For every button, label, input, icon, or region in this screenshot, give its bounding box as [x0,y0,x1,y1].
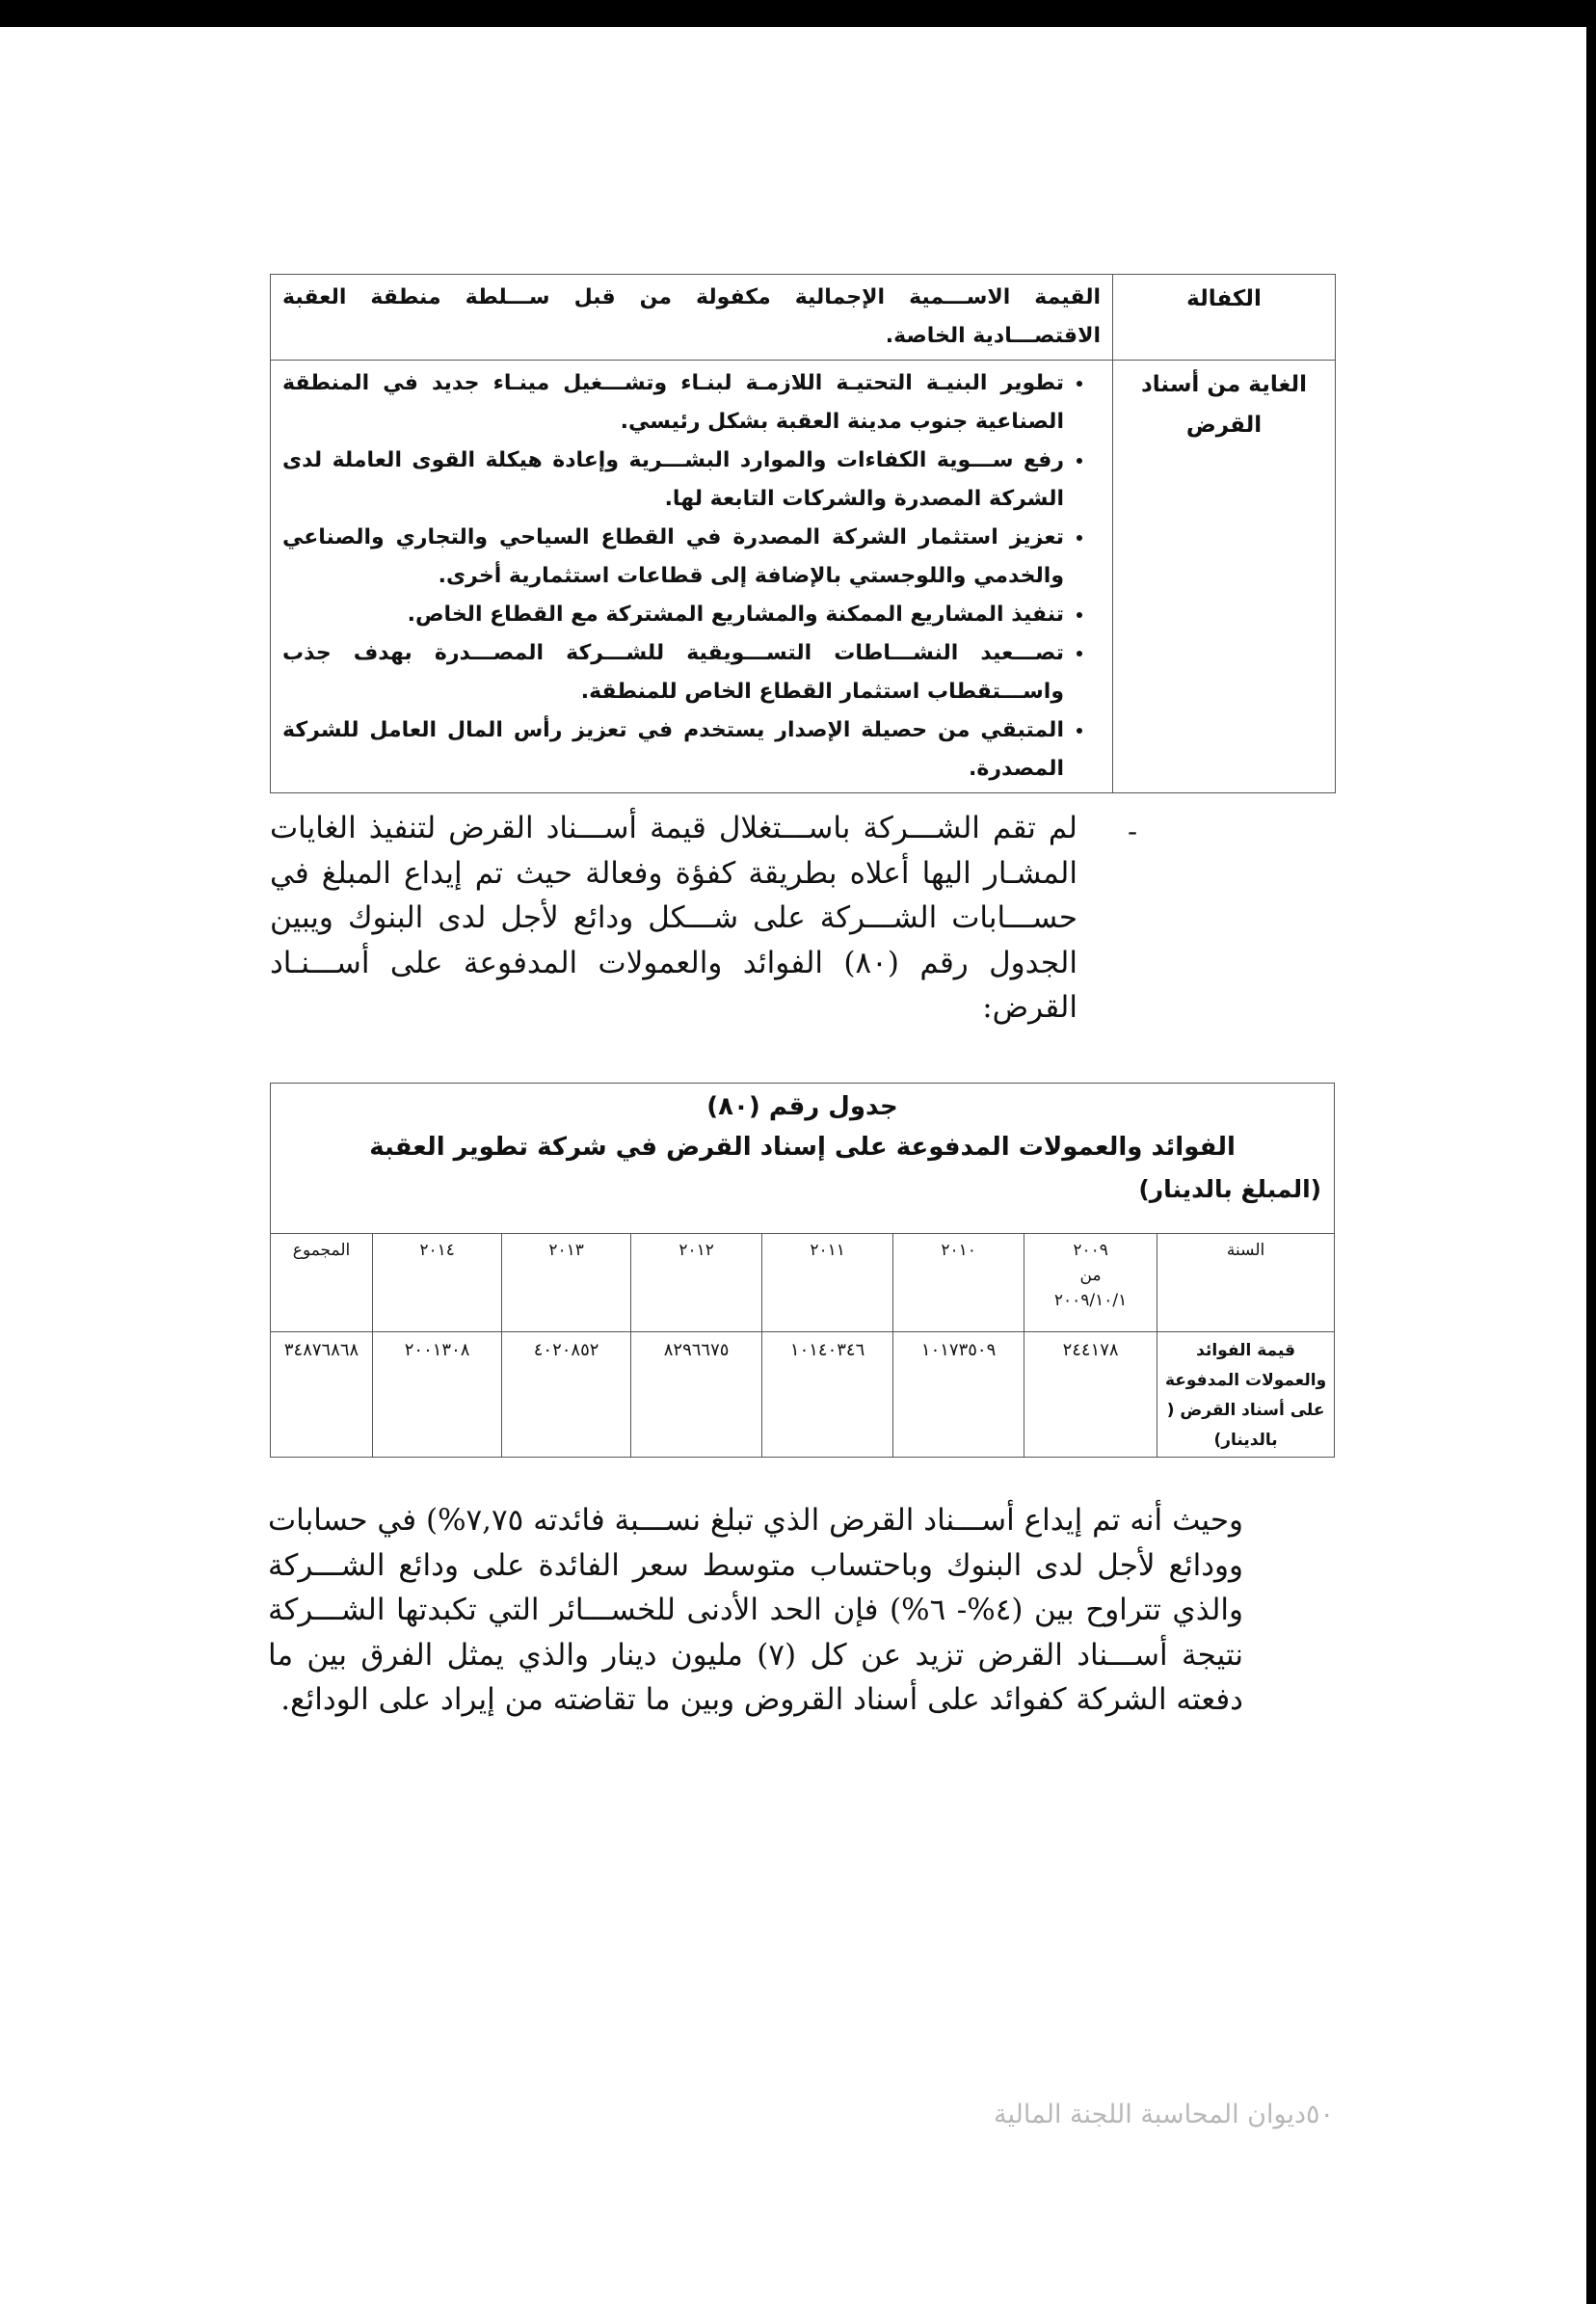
footer-text: ديوان المحاسبة اللجنة المالية [994,2100,1306,2130]
guarantee-label: الكفالة [1113,275,1336,361]
header-2009-from: من [1079,1266,1102,1285]
value-2009: ٢٤٤١٧٨ [1024,1332,1157,1458]
header-2012: ٢٠١٢ [631,1234,762,1332]
table-row [271,1332,1335,1458]
scan-right-edge [1586,0,1596,2304]
paragraph-dash: - [1128,816,1138,847]
table-unit: (المبلغ بالدينار) [1138,1175,1322,1203]
list-item: • رفع ســـوية الكفاءات والموارد البشـــرية وإعادة هيكلة القوى العاملة لدى الشركة المصدرة والشركات التابعة لها. [282,442,1064,519]
value-2014: ٢٠٠١٣٠٨ [373,1332,502,1458]
page-footer [827,2100,1334,2130]
table-subtitle: الفوائد والعمولات المدفوعة على إسناد القرض في شركة تطوير العقبة [369,1133,1236,1162]
page-number: ٥٠ [1305,2100,1334,2130]
paragraph-losses: وحيث أنه تم إيداع أســـناد القرض الذي تبلغ نســـبة فائدته ٧,٧٥%) في حسابات وودائع لأجل لدى البنوك وباحتساب متوسط سعر الفائدة على ودائع الشـــركة والذي تتراوح بين (٤%- ٦%) فإن الحد الأدنى للخســـائر التي تكبدتها الشـــركة نتيجة أســـناد القرض تزيد عن كل (٧) مليون دينار والذي يمثل الفرق بين ما دفعته الشركة كفوائد على أسناد القروض وبين ما تقاضته من إيراد على الودائع. [268,1503,1243,1717]
value-2010: ١٠١٧٣٥٠٩ [893,1332,1024,1458]
header-2011: ٢٠١١ [762,1234,893,1332]
value-2012: ٨٢٩٦٦٧٥ [631,1332,762,1458]
table-row [271,361,1336,793]
table-row [271,275,1336,361]
row-label-interest: قيمة الفوائد والعمولات المدفوعة على أسناد القرض ( بالدينار) [1157,1332,1335,1458]
header-2013: ٢٠١٣ [502,1234,631,1332]
header-2009-date: ٢٠٠٩/١٠/١ [1053,1291,1128,1310]
list-item: • تنفيذ المشاريع الممكنة والمشاريع المشتركة مع القطاع الخاص. [282,596,1064,634]
table-header-row [271,1234,1335,1332]
guarantee-text: القيمة الاســـمية الإجمالية مكفولة من قبل ســـلطة منطقة العقبة الاقتصـــادية الخاصة. [271,275,1113,361]
header-year: السنة [1157,1234,1335,1332]
loan-terms-table [270,274,1336,793]
header-2014: ٢٠١٤ [373,1234,502,1332]
header-2009-year: ٢٠٠٩ [1073,1241,1108,1260]
header-total: المجموع [271,1234,373,1332]
loan-purpose-list [282,364,1101,789]
value-2011: ١٠١٤٠٣٤٦ [762,1332,893,1458]
loan-purpose-label: الغاية من أسناد القرض [1113,361,1336,793]
scan-top-edge [0,0,1596,27]
value-total: ٣٤٨٧٦٨٦٨ [271,1332,373,1458]
table-caption [271,1084,1335,1234]
list-item: • المتبقي من حصيلة الإصدار يستخدم في تعزيز رأس المال العامل للشركة المصدرة. [282,711,1064,789]
header-2010: ٢٠١٠ [893,1234,1024,1332]
list-item: • تعزيز استثمار الشركة المصدرة في القطاع السياحي والتجاري والصناعي والخدمي واللوجستي بالإضافة إلى قطاعات استثمارية أخرى. [282,519,1064,596]
table-title: جدول رقم (٨٠) [706,1092,898,1121]
header-2009 [1024,1234,1157,1332]
list-item: • تصـــعيد النشـــاطات التســـويقية للشـــركة المصـــدرة بهدف جذب واســـتقطاب استثمار القطاع الخاص للمنطقة. [282,634,1064,711]
value-2013: ٤٠٢٠٨٥٢ [502,1332,631,1458]
table-80 [270,1083,1335,1458]
paragraph-loan-usage: لم تقم الشـــركة باســـتغلال قيمة أســـناد القرض لتنفيذ الغايات المشـار اليها أعلاه بطريقة كفؤة وفعالة حيث تم إيداع المبلغ في حســـابات الشـــركة على شـــكل ودائع لأجل لدى البنوك ويبين الجدول رقم (٨٠) الفوائد والعمولات المدفوعة على أســـنـاد القرض: [270,811,1077,1025]
loan-purpose-list-cell [271,361,1113,793]
list-item: • تطوير البنيـة التحتيـة اللازمـة لبنـاء وتشـــغيل مينـاء جديد في المنطقة الصناعية جنوب مدينة العقبة بشكل رئيسي. [282,364,1064,442]
